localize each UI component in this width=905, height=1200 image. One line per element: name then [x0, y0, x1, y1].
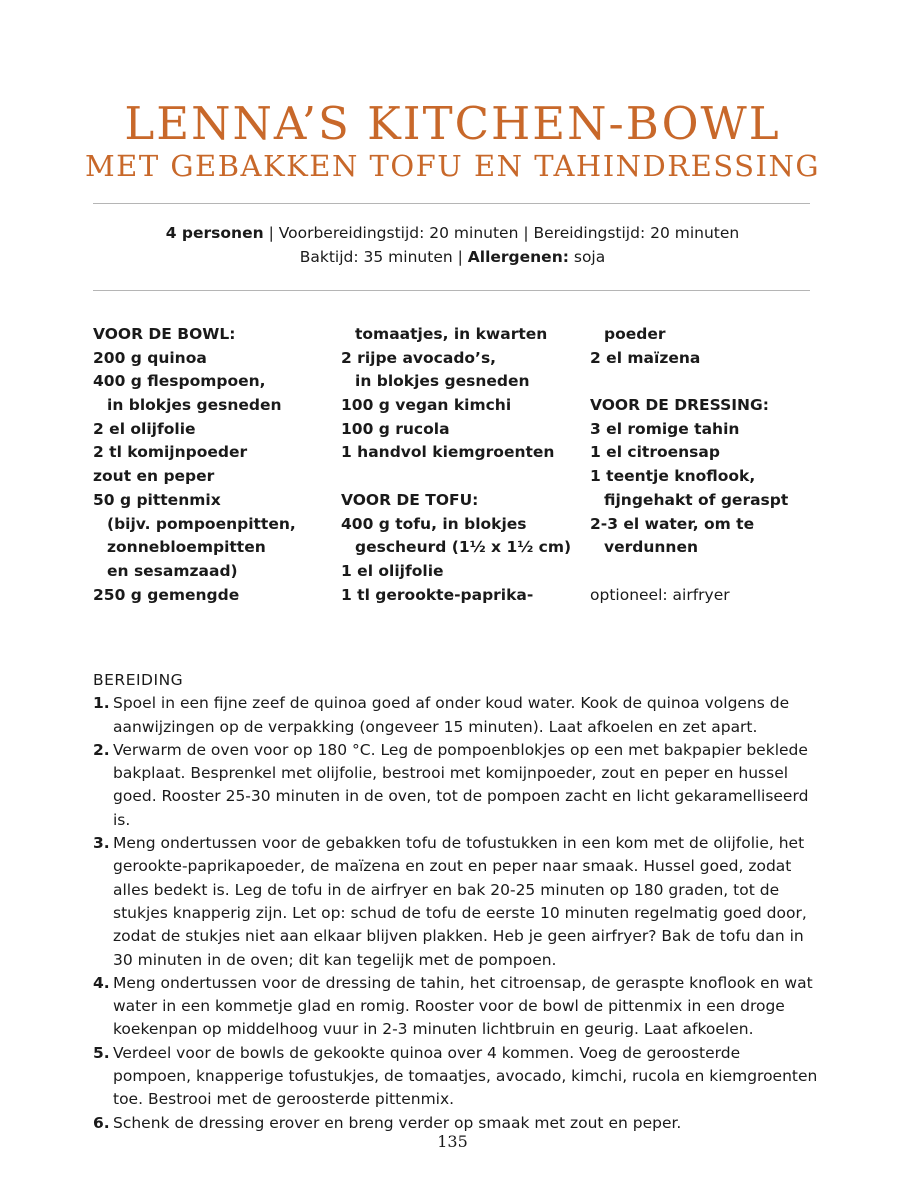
divider-bottom	[93, 290, 810, 291]
step-line: gerookte-paprikapoeder, de maïzena en zout en peper naar smaak. Hussel goed, zodat	[113, 857, 792, 876]
ingredient-optional: optioneel: airfryer	[590, 585, 730, 604]
recipe-meta	[0, 221, 905, 269]
allergens-value: soja	[568, 248, 606, 266]
ingredient-line: 2 tl komijnpoeder	[93, 443, 248, 462]
ingredients-column-3	[590, 323, 820, 607]
step-number: 2.	[93, 740, 110, 759]
prep-time: Voorbereidingstijd: 20 minuten	[278, 224, 519, 242]
step-line: bakplaat. Besprenkel met olijfolie, bestrooi met komijnpoeder, zout en peper en hussel	[113, 764, 789, 783]
ingredient-line: 1 handvol kiemgroenten	[341, 443, 555, 462]
meta-separator: |	[452, 248, 468, 266]
step-line: Verwarm de oven voor op 180 °C. Leg de pompoenblokjes op een met bakpapier beklede	[113, 740, 808, 759]
bake-time: Baktijd: 35 minuten	[299, 248, 453, 266]
step-line: aanwijzingen op de verpakking (ongeveer 15 minuten). Laat afkoelen en zet apart.	[113, 717, 758, 736]
meta-line-1	[0, 221, 905, 245]
ingredient-line: 1 tl gerookte-paprika-	[341, 585, 534, 604]
step-line: Meng ondertussen voor de gebakken tofu de tofustukken in een kom met de olijfolie, het	[113, 834, 805, 853]
allergens-label: Allergenen:	[467, 248, 569, 266]
ingredients-column-1	[93, 323, 333, 607]
step-number: 5.	[93, 1043, 110, 1062]
ingredient-heading-tofu: VOOR DE TOFU:	[341, 490, 479, 509]
meta-line-2	[0, 245, 905, 269]
meta-separator: |	[263, 224, 279, 242]
step-line: zodat de stukjes niet aan elkaar blijven plakken. Heb je geen airfryer? Bak de tofu dan in	[113, 927, 804, 946]
step-line: alles bedekt is. Leg de tofu in de airfryer en bak 20-25 minuten op 180 graden, tot de	[113, 880, 780, 899]
ingredient-line: gescheurd (1½ x 1½ cm)	[355, 538, 572, 557]
preparation-step	[93, 1042, 823, 1112]
ingredient-line: 1 el olijfolie	[341, 561, 444, 580]
cook-time: Bereidingstijd: 20 minuten	[533, 224, 740, 242]
recipe-subtitle: MET GEBAKKEN TOFU EN TAHINDRESSING	[84, 149, 821, 183]
ingredient-line: 2 rijpe avocado’s,	[341, 348, 497, 367]
step-line: goed. Rooster 25-30 minuten in de oven, tot de pompoen zacht en licht gekaramelliseerd is.	[113, 787, 809, 829]
ingredient-line: 400 g flespompoen,	[93, 372, 266, 391]
meta-separator: |	[518, 224, 534, 242]
preparation-step	[93, 832, 823, 972]
ingredient-line: poeder	[604, 325, 666, 343]
ingredient-line: fijngehakt of geraspt	[604, 490, 789, 509]
ingredient-line: 1 teentje knoflook,	[590, 467, 756, 486]
recipe-title: LENNA’S KITCHEN-BOWL	[124, 97, 781, 150]
ingredient-line: in blokjes gesneden	[355, 372, 530, 391]
ingredient-line: en sesamzaad)	[107, 561, 238, 580]
ingredient-heading-dressing: VOOR DE DRESSING:	[590, 396, 769, 415]
ingredient-line: 250 g gemengde	[93, 585, 240, 604]
step-number: 4.	[93, 973, 110, 992]
page-number: 135	[437, 1132, 468, 1151]
ingredient-line: zonnebloempitten	[107, 538, 266, 557]
ingredient-line: zout en peper	[93, 467, 215, 486]
step-line: koekenpan op middelhoog vuur in 2-3 minuten lichtbruin en geurig. Laat afkoelen.	[113, 1020, 754, 1039]
ingredient-line: 2 el maïzena	[590, 348, 701, 367]
ingredient-line: (bijv. pompoenpitten,	[107, 514, 296, 533]
ingredient-line: 400 g tofu, in blokjes	[341, 514, 527, 533]
step-line: 30 minuten in de oven; dit kan tegelijk met de pompoen.	[113, 950, 557, 969]
ingredient-line: tomaatjes, in kwarten	[355, 325, 548, 343]
ingredient-line: in blokjes gesneden	[107, 396, 282, 415]
ingredient-line: 50 g pittenmix	[93, 490, 221, 509]
ingredient-spacer	[590, 560, 820, 584]
preparation-step	[93, 972, 823, 1042]
step-line: Meng ondertussen voor de dressing de tahin, het citroensap, de geraspte knoflook en wat	[113, 973, 813, 992]
ingredient-spacer	[590, 370, 820, 394]
ingredient-line: 2 el olijfolie	[93, 419, 196, 438]
step-number: 1.	[93, 694, 110, 713]
step-number: 3.	[93, 834, 110, 853]
step-line: Verdeel voor de bowls de gekookte quinoa over 4 kommen. Voeg de geroosterde	[113, 1043, 741, 1062]
ingredient-line: 3 el romige tahin	[590, 419, 740, 438]
preparation-section	[93, 669, 823, 1135]
preparation-heading: BEREIDING	[93, 671, 184, 689]
ingredient-spacer	[341, 465, 581, 489]
ingredient-heading-bowl: VOOR DE BOWL:	[93, 325, 236, 343]
step-line: toe. Bestrooi met de geroosterde pittenmix.	[113, 1090, 455, 1109]
preparation-step	[93, 739, 823, 832]
ingredient-line: 200 g quinoa	[93, 348, 207, 367]
step-line: water in een kommetje glad en romig. Rooster voor de bowl de pittenmix in een droge	[113, 997, 785, 1016]
step-line: Spoel in een fijne zeef de quinoa goed af onder koud water. Kook de quinoa volgens de	[113, 694, 790, 713]
step-number: 6.	[93, 1113, 110, 1132]
ingredient-line: 2-3 el water, om te	[590, 514, 755, 533]
ingredient-line: verdunnen	[604, 538, 699, 557]
step-line: stukjes knapperig zijn. Let op: schud de tofu de eerste 10 minuten regelmatig goed door,	[113, 903, 807, 922]
divider-top	[93, 203, 810, 204]
ingredient-line: 1 el citroensap	[590, 443, 720, 462]
step-line: Schenk de dressing erover en breng verder op smaak met zout en peper.	[113, 1113, 682, 1132]
ingredients-column-2	[341, 323, 581, 607]
servings: 4 personen	[165, 224, 264, 242]
ingredient-line: 100 g rucola	[341, 419, 450, 438]
preparation-step	[93, 692, 823, 739]
step-line: pompoen, knapperige tofustukjes, de tomaatjes, avocado, kimchi, rucola en kiemgroenten	[113, 1067, 818, 1086]
ingredient-line: 100 g vegan kimchi	[341, 396, 512, 415]
